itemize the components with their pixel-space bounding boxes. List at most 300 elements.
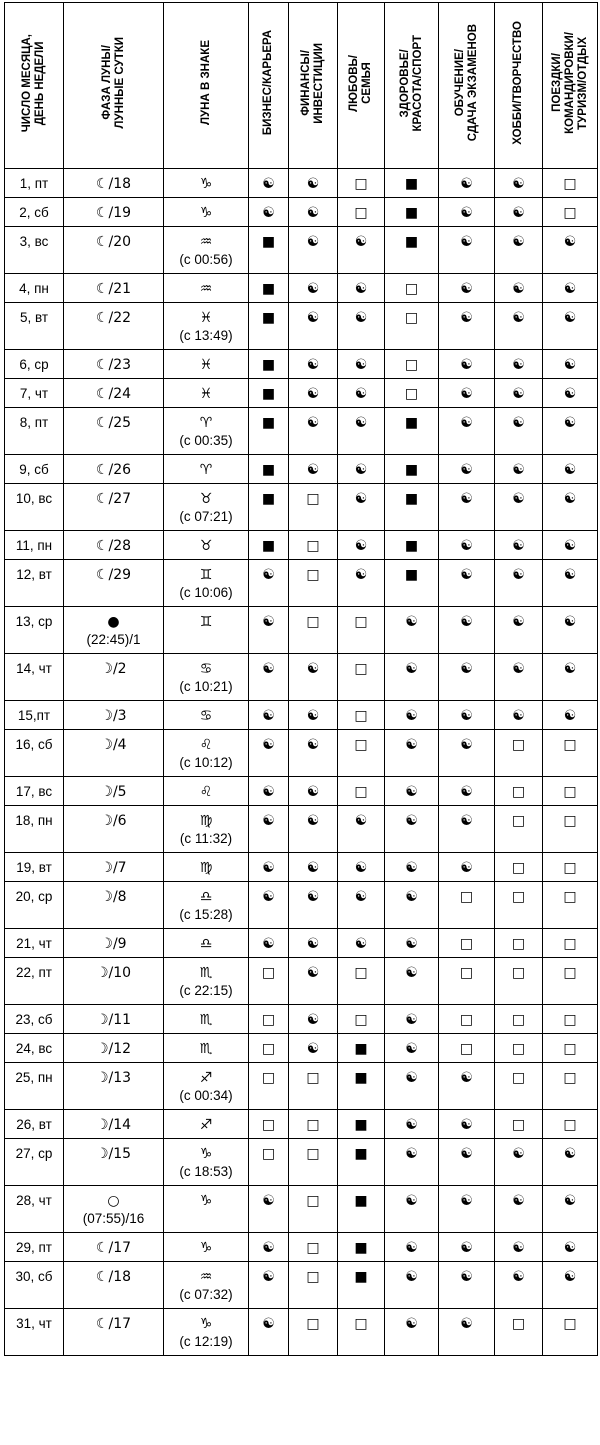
- calendar-row: [5, 1186, 598, 1233]
- white-square-icon: □: [511, 1070, 526, 1086]
- mark-travel-cell: [543, 853, 598, 882]
- black-square-icon: ■: [404, 415, 419, 431]
- day-label: 23, сб: [15, 1012, 53, 1027]
- yin-yang-icon: ☯: [306, 386, 320, 402]
- yin-yang-icon: ☯: [512, 1193, 525, 1209]
- moon-phase-cell: [64, 607, 164, 654]
- mark-health-cell: [385, 455, 439, 484]
- mark-hobby-cell: [495, 1186, 543, 1233]
- moon-phase-cell: [64, 958, 164, 1005]
- yin-yang-icon: ☯: [354, 234, 368, 250]
- moon-phase-cell: [64, 1262, 164, 1309]
- black-square-icon: ■: [404, 234, 419, 250]
- zodiac-sign-icon: ♐: [199, 1117, 213, 1133]
- moon-phase-label: ☾/19: [95, 205, 132, 221]
- moon-phase-label: ☽/14: [95, 1117, 132, 1133]
- yin-yang-icon: ☯: [405, 1012, 418, 1028]
- mark-hobby-cell: [495, 654, 543, 701]
- day-label: 19, вт: [16, 860, 52, 875]
- yin-yang-icon: ☯: [460, 1117, 473, 1133]
- yin-yang-icon: ☯: [405, 737, 418, 753]
- moon-phase-label: ☾/26: [95, 462, 132, 478]
- yin-yang-icon: ☯: [405, 661, 418, 677]
- white-square-icon: □: [511, 1117, 526, 1133]
- moon-phase-cell: [64, 379, 164, 408]
- white-square-icon: □: [306, 1193, 320, 1209]
- day-label: 20, ср: [15, 889, 53, 904]
- zodiac-sign-icon: ♒: [199, 281, 213, 297]
- yin-yang-icon: ☯: [354, 889, 368, 905]
- yin-yang-icon: ☯: [563, 462, 577, 478]
- white-square-icon: □: [511, 784, 526, 800]
- zodiac-sign-icon: ♓: [199, 357, 213, 373]
- mark-love-cell: [338, 1309, 385, 1356]
- mark-study-cell: [439, 1005, 495, 1034]
- white-square-icon: □: [306, 491, 320, 507]
- day-label: 18, пн: [15, 813, 53, 828]
- yin-yang-icon: ☯: [306, 1041, 320, 1057]
- day-label: 6, ср: [19, 357, 49, 372]
- yin-yang-icon: ☯: [563, 415, 577, 431]
- zodiac-sign-cell: [164, 379, 249, 408]
- mark-hobby-cell: [495, 531, 543, 560]
- mark-study-cell: [439, 1063, 495, 1110]
- white-square-icon: □: [354, 1316, 368, 1332]
- mark-health-cell: [385, 1063, 439, 1110]
- black-square-icon: ■: [404, 176, 419, 192]
- mark-health-cell: [385, 274, 439, 303]
- yin-yang-icon: ☯: [306, 176, 320, 192]
- mark-hobby-cell: [495, 274, 543, 303]
- moon-phase-cell: [64, 853, 164, 882]
- yin-yang-icon: ☯: [460, 708, 473, 724]
- yin-yang-icon: ☯: [512, 234, 525, 250]
- mark-love-cell: [338, 1034, 385, 1063]
- mark-finance-cell: [289, 654, 338, 701]
- yin-yang-icon: ☯: [563, 661, 577, 677]
- yin-yang-icon: ☯: [460, 1146, 473, 1162]
- mark-travel-cell: [543, 531, 598, 560]
- mark-love-cell: [338, 455, 385, 484]
- day-cell: [5, 350, 64, 379]
- mark-study-cell: [439, 1139, 495, 1186]
- mark-study-cell: [439, 882, 495, 929]
- zodiac-sign-cell: [164, 169, 249, 198]
- yin-yang-icon: ☯: [306, 661, 320, 677]
- black-square-icon: ■: [404, 205, 419, 221]
- moon-phase-cell: [64, 169, 164, 198]
- mark-travel-cell: [543, 198, 598, 227]
- zodiac-sign-cell: [164, 227, 249, 274]
- yin-yang-icon: ☯: [262, 737, 275, 753]
- calendar-row: [5, 1233, 598, 1262]
- yin-yang-icon: ☯: [460, 538, 473, 554]
- moon-phase-cell: [64, 560, 164, 607]
- yin-yang-icon: ☯: [460, 491, 473, 507]
- white-square-icon: □: [306, 1316, 320, 1332]
- zodiac-sign-time: (с 13:49): [179, 328, 233, 343]
- mark-health-cell: [385, 560, 439, 607]
- mark-business-cell: [249, 1262, 289, 1309]
- header-hobby-label: ХОББИ/ТВОРЧЕСТВО: [512, 21, 524, 145]
- header-health-label: ЗДОРОВЬЕ/ КРАСОТА/СПОРТ: [398, 34, 424, 132]
- mark-finance-cell: [289, 1139, 338, 1186]
- moon-phase-label: ☽/10: [95, 965, 132, 981]
- mark-hobby-cell: [495, 560, 543, 607]
- day-cell: [5, 1139, 64, 1186]
- mark-business-cell: [249, 274, 289, 303]
- day-cell: [5, 1005, 64, 1034]
- day-label: 29, пт: [15, 1240, 52, 1255]
- calendar-row: [5, 1262, 598, 1309]
- black-square-icon: ■: [354, 1240, 368, 1256]
- moon-phase-cell: [64, 350, 164, 379]
- mark-finance-cell: [289, 730, 338, 777]
- day-cell: [5, 730, 64, 777]
- moon-phase-cell: [64, 1233, 164, 1262]
- lunar-calendar-table: [4, 2, 598, 1356]
- yin-yang-icon: ☯: [563, 386, 577, 402]
- yin-yang-icon: ☯: [460, 386, 473, 402]
- white-square-icon: □: [354, 737, 368, 753]
- mark-finance-cell: [289, 303, 338, 350]
- zodiac-sign-icon: ♏: [199, 1012, 213, 1028]
- yin-yang-icon: ☯: [460, 1316, 473, 1332]
- zodiac-sign-icon: ♈: [199, 462, 213, 478]
- mark-health-cell: [385, 806, 439, 853]
- header-cell: [289, 3, 338, 169]
- day-cell: [5, 958, 64, 1005]
- white-square-icon: □: [511, 813, 526, 829]
- yin-yang-icon: ☯: [262, 860, 275, 876]
- black-square-icon: ■: [261, 538, 276, 554]
- zodiac-sign-cell: [164, 303, 249, 350]
- zodiac-sign-cell: [164, 274, 249, 303]
- white-square-icon: □: [306, 1070, 320, 1086]
- mark-study-cell: [439, 806, 495, 853]
- yin-yang-icon: ☯: [306, 965, 320, 981]
- mark-finance-cell: [289, 531, 338, 560]
- mark-study-cell: [439, 1262, 495, 1309]
- day-cell: [5, 227, 64, 274]
- yin-yang-icon: ☯: [563, 234, 577, 250]
- mark-business-cell: [249, 607, 289, 654]
- day-label: 28, чт: [16, 1193, 52, 1208]
- mark-study-cell: [439, 701, 495, 730]
- mark-hobby-cell: [495, 350, 543, 379]
- zodiac-sign-cell: [164, 1005, 249, 1034]
- white-square-icon: □: [459, 889, 474, 905]
- moon-phase-label: ☾/17: [95, 1240, 132, 1256]
- day-label: 24, вс: [15, 1041, 53, 1056]
- yin-yang-icon: ☯: [460, 281, 473, 297]
- white-square-icon: □: [563, 737, 577, 753]
- moon-phase-label: ☾/22: [95, 310, 132, 326]
- mark-health-cell: [385, 227, 439, 274]
- header-row: [5, 3, 598, 169]
- moon-phase-cell: [64, 882, 164, 929]
- mark-business-cell: [249, 1034, 289, 1063]
- mark-love-cell: [338, 1110, 385, 1139]
- yin-yang-icon: ☯: [460, 310, 473, 326]
- yin-yang-icon: ☯: [354, 281, 368, 297]
- zodiac-sign-cell: [164, 408, 249, 455]
- yin-yang-icon: ☯: [512, 538, 525, 554]
- yin-yang-icon: ☯: [262, 661, 275, 677]
- mark-love-cell: [338, 227, 385, 274]
- white-square-icon: □: [261, 1117, 276, 1133]
- mark-finance-cell: [289, 777, 338, 806]
- moon-phase-cell: [64, 701, 164, 730]
- zodiac-sign-icon: ♏: [199, 965, 213, 981]
- yin-yang-icon: ☯: [354, 538, 368, 554]
- mark-travel-cell: [543, 1034, 598, 1063]
- yin-yang-icon: ☯: [512, 281, 525, 297]
- mark-hobby-cell: [495, 929, 543, 958]
- header-cell: [385, 3, 439, 169]
- mark-health-cell: [385, 607, 439, 654]
- yin-yang-icon: ☯: [512, 661, 525, 677]
- white-square-icon: □: [354, 614, 368, 630]
- moon-phase-label: ☽/3: [100, 708, 127, 724]
- moon-phase-cell: [64, 303, 164, 350]
- white-square-icon: □: [563, 889, 577, 905]
- day-cell: [5, 455, 64, 484]
- moon-phase-label: ☽/9: [100, 936, 127, 952]
- mark-health-cell: [385, 853, 439, 882]
- yin-yang-icon: ☯: [262, 1193, 275, 1209]
- mark-hobby-cell: [495, 169, 543, 198]
- white-square-icon: □: [306, 1146, 320, 1162]
- zodiac-sign-icon: ♑: [199, 176, 213, 192]
- yin-yang-icon: ☯: [460, 737, 473, 753]
- calendar-row: [5, 777, 598, 806]
- mark-love-cell: [338, 1233, 385, 1262]
- calendar-row: [5, 379, 598, 408]
- white-square-icon: □: [404, 386, 419, 402]
- day-cell: [5, 560, 64, 607]
- black-square-icon: ■: [354, 1070, 368, 1086]
- white-square-icon: □: [354, 708, 368, 724]
- mark-health-cell: [385, 958, 439, 1005]
- calendar-row: [5, 929, 598, 958]
- mark-health-cell: [385, 198, 439, 227]
- day-label: 12, вт: [16, 567, 52, 582]
- mark-love-cell: [338, 1186, 385, 1233]
- day-cell: [5, 484, 64, 531]
- yin-yang-icon: ☯: [512, 1269, 525, 1285]
- yin-yang-icon: ☯: [262, 1269, 275, 1285]
- mark-study-cell: [439, 1186, 495, 1233]
- yin-yang-icon: ☯: [405, 813, 418, 829]
- header-travel-label: ПОЕЗДКИ/ КОМАНДИРОВКИ/ ТУРИЗМ/ОТДЫХ: [550, 32, 589, 134]
- moon-phase-cell: [64, 198, 164, 227]
- white-square-icon: □: [459, 1041, 474, 1057]
- yin-yang-icon: ☯: [512, 176, 525, 192]
- white-square-icon: □: [354, 205, 368, 221]
- black-square-icon: ■: [404, 491, 419, 507]
- header-cell: [338, 3, 385, 169]
- mark-business-cell: [249, 1063, 289, 1110]
- black-square-icon: ■: [261, 415, 276, 431]
- white-square-icon: □: [511, 737, 526, 753]
- mark-love-cell: [338, 274, 385, 303]
- mark-finance-cell: [289, 408, 338, 455]
- mark-health-cell: [385, 1262, 439, 1309]
- mark-love-cell: [338, 654, 385, 701]
- header-phase-label: ФАЗА ЛУНЫ/ ЛУННЫЕ СУТКИ: [100, 37, 126, 129]
- day-cell: [5, 531, 64, 560]
- mark-hobby-cell: [495, 730, 543, 777]
- yin-yang-icon: ☯: [306, 415, 320, 431]
- day-label: 13, ср: [15, 614, 53, 629]
- mark-health-cell: [385, 1309, 439, 1356]
- mark-study-cell: [439, 198, 495, 227]
- mark-finance-cell: [289, 1186, 338, 1233]
- yin-yang-icon: ☯: [262, 936, 275, 952]
- zodiac-sign-time: (с 10:12): [179, 755, 233, 770]
- yin-yang-icon: ☯: [306, 860, 320, 876]
- mark-love-cell: [338, 1063, 385, 1110]
- day-label: 11, пн: [15, 538, 53, 553]
- mark-study-cell: [439, 455, 495, 484]
- white-square-icon: □: [261, 1041, 276, 1057]
- yin-yang-icon: ☯: [563, 567, 577, 583]
- yin-yang-icon: ☯: [512, 462, 525, 478]
- mark-finance-cell: [289, 274, 338, 303]
- yin-yang-icon: ☯: [405, 1070, 418, 1086]
- calendar-row: [5, 198, 598, 227]
- mark-finance-cell: [289, 169, 338, 198]
- zodiac-sign-time: (с 00:34): [179, 1088, 233, 1103]
- mark-business-cell: [249, 777, 289, 806]
- white-square-icon: □: [511, 1041, 526, 1057]
- moon-phase-label: ☾/18: [95, 1269, 132, 1285]
- zodiac-sign-icon: ♓: [199, 386, 213, 402]
- mark-travel-cell: [543, 607, 598, 654]
- moon-phase-cell: [64, 730, 164, 777]
- mark-love-cell: [338, 408, 385, 455]
- white-square-icon: □: [306, 614, 320, 630]
- yin-yang-icon: ☯: [262, 1240, 275, 1256]
- mark-travel-cell: [543, 169, 598, 198]
- yin-yang-icon: ☯: [262, 205, 275, 221]
- header-cell: [495, 3, 543, 169]
- zodiac-sign-cell: [164, 350, 249, 379]
- black-square-icon: ■: [261, 357, 276, 373]
- calendar-row: [5, 1034, 598, 1063]
- mark-travel-cell: [543, 350, 598, 379]
- mark-hobby-cell: [495, 455, 543, 484]
- white-square-icon: □: [261, 965, 276, 981]
- mark-love-cell: [338, 777, 385, 806]
- zodiac-sign-cell: [164, 882, 249, 929]
- yin-yang-icon: ☯: [563, 1269, 577, 1285]
- zodiac-sign-icon: ♉: [199, 491, 213, 507]
- white-square-icon: □: [404, 310, 419, 326]
- zodiac-sign-icon: ♒: [199, 234, 213, 250]
- mark-finance-cell: [289, 455, 338, 484]
- mark-study-cell: [439, 1233, 495, 1262]
- white-square-icon: □: [511, 1316, 526, 1332]
- day-cell: [5, 274, 64, 303]
- mark-study-cell: [439, 958, 495, 1005]
- calendar-row: [5, 806, 598, 853]
- moon-phase-label: ☽/2: [100, 661, 127, 677]
- mark-study-cell: [439, 169, 495, 198]
- mark-study-cell: [439, 531, 495, 560]
- mark-finance-cell: [289, 853, 338, 882]
- zodiac-sign-time: (с 22:15): [179, 983, 233, 998]
- white-square-icon: □: [459, 965, 474, 981]
- mark-hobby-cell: [495, 379, 543, 408]
- white-square-icon: □: [511, 889, 526, 905]
- yin-yang-icon: ☯: [262, 784, 275, 800]
- yin-yang-icon: ☯: [262, 1316, 275, 1332]
- calendar-row: [5, 350, 598, 379]
- calendar-row: [5, 654, 598, 701]
- mark-love-cell: [338, 701, 385, 730]
- mark-travel-cell: [543, 654, 598, 701]
- zodiac-sign-time: (с 11:32): [179, 831, 233, 846]
- yin-yang-icon: ☯: [460, 860, 473, 876]
- zodiac-sign-icon: ♎: [199, 936, 213, 952]
- day-label: 22, пт: [15, 965, 52, 980]
- mark-business-cell: [249, 806, 289, 853]
- calendar-row: [5, 303, 598, 350]
- zodiac-sign-cell: [164, 853, 249, 882]
- yin-yang-icon: ☯: [262, 567, 275, 583]
- yin-yang-icon: ☯: [460, 176, 473, 192]
- yin-yang-icon: ☯: [306, 784, 320, 800]
- yin-yang-icon: ☯: [354, 860, 368, 876]
- yin-yang-icon: ☯: [512, 310, 525, 326]
- mark-study-cell: [439, 379, 495, 408]
- day-label: 7, чт: [19, 386, 49, 401]
- yin-yang-icon: ☯: [354, 386, 368, 402]
- mark-business-cell: [249, 350, 289, 379]
- day-cell: [5, 1309, 64, 1356]
- yin-yang-icon: ☯: [460, 415, 473, 431]
- white-square-icon: □: [459, 936, 474, 952]
- zodiac-sign-time: (с 15:28): [179, 907, 233, 922]
- calendar-row: [5, 1139, 598, 1186]
- moon-phase-label: ☾/17: [95, 1316, 132, 1332]
- yin-yang-icon: ☯: [354, 462, 368, 478]
- mark-study-cell: [439, 1034, 495, 1063]
- mark-health-cell: [385, 1139, 439, 1186]
- calendar-row: [5, 730, 598, 777]
- mark-travel-cell: [543, 1186, 598, 1233]
- mark-finance-cell: [289, 806, 338, 853]
- mark-travel-cell: [543, 1233, 598, 1262]
- mark-hobby-cell: [495, 408, 543, 455]
- white-square-icon: □: [404, 357, 419, 373]
- mark-business-cell: [249, 1186, 289, 1233]
- mark-health-cell: [385, 350, 439, 379]
- mark-business-cell: [249, 303, 289, 350]
- mark-business-cell: [249, 1005, 289, 1034]
- moon-phase-cell: [64, 929, 164, 958]
- zodiac-sign-icon: ♌: [199, 737, 213, 753]
- moon-phase-label: ☾/24: [95, 386, 132, 402]
- day-cell: [5, 853, 64, 882]
- day-label: 2, сб: [19, 205, 49, 220]
- black-square-icon: ■: [404, 567, 419, 583]
- zodiac-sign-cell: [164, 484, 249, 531]
- calendar-row: [5, 1063, 598, 1110]
- zodiac-sign-cell: [164, 1233, 249, 1262]
